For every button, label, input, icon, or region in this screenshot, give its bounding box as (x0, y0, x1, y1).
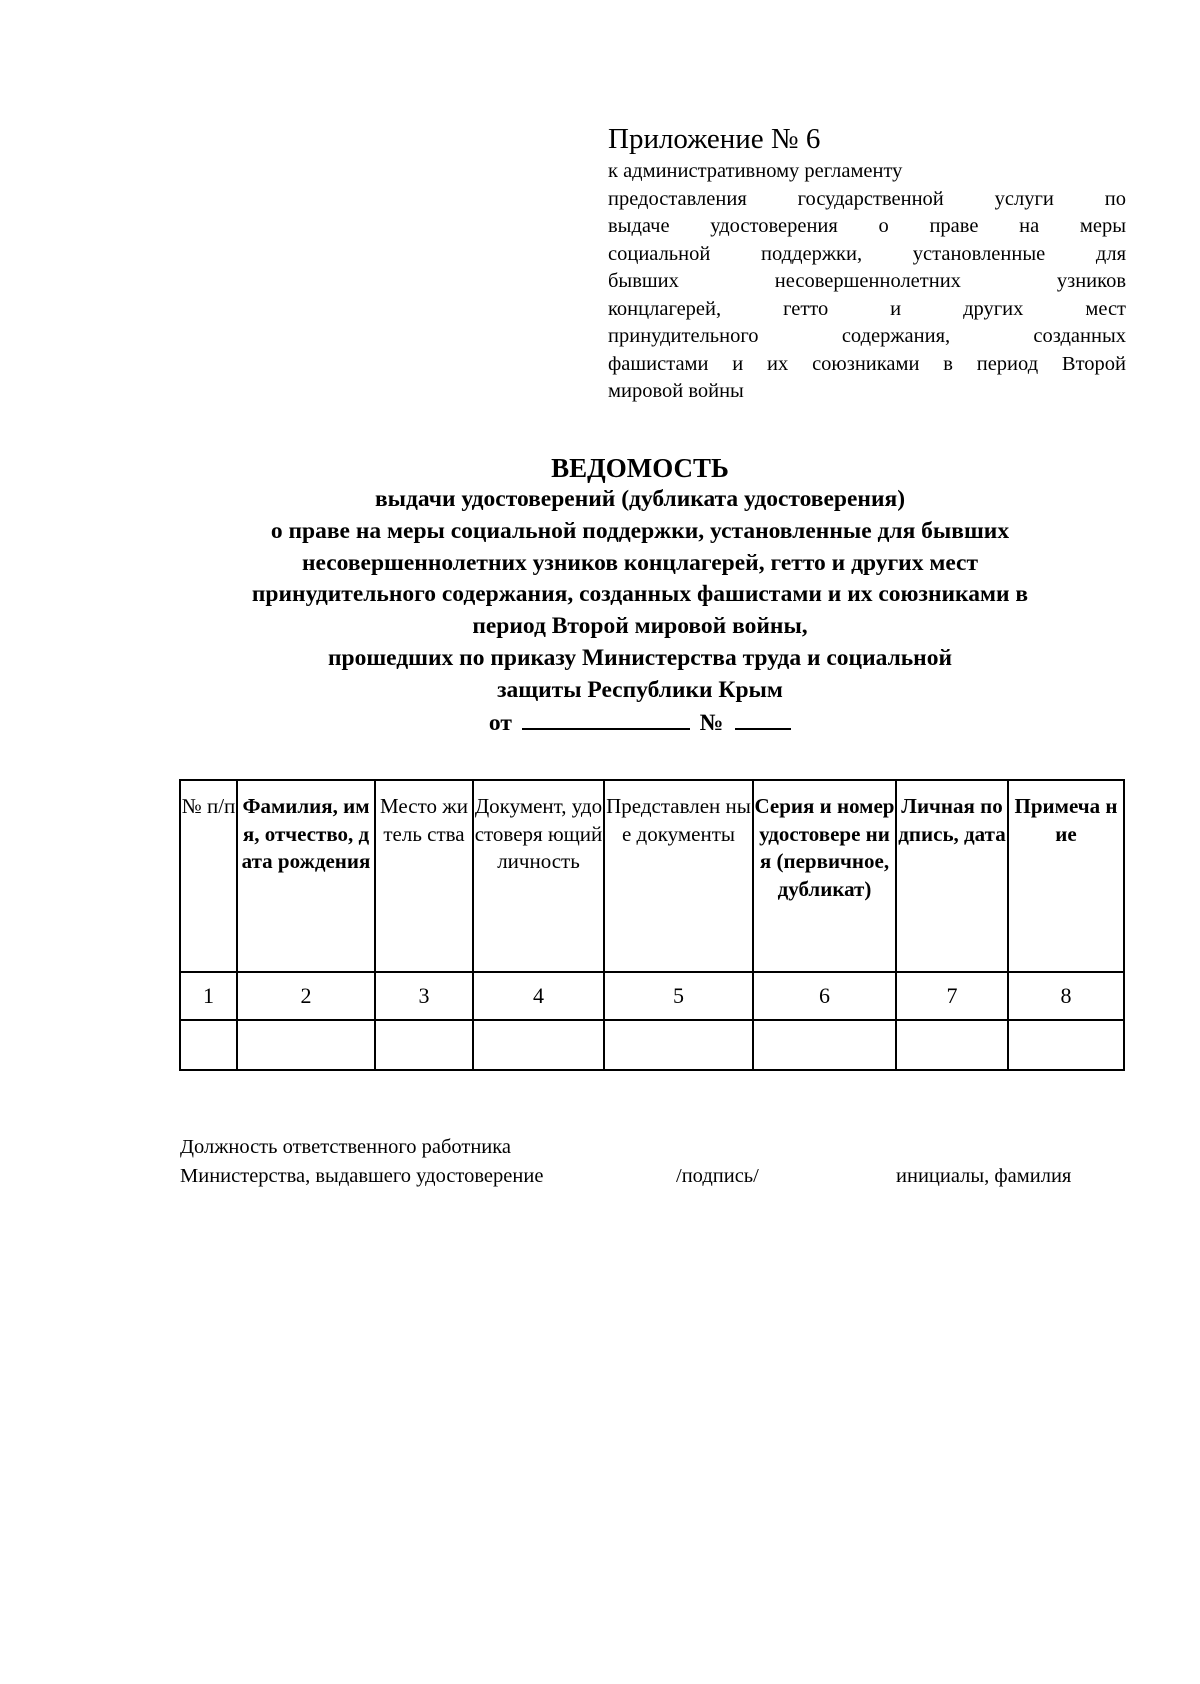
number-blank[interactable] (735, 708, 791, 730)
column-number: 1 (180, 972, 237, 1020)
date-blank[interactable] (522, 708, 690, 730)
table-header-row (180, 780, 1124, 972)
document-header (160, 452, 1120, 739)
empty-cell[interactable] (473, 1020, 604, 1070)
table-number-row (180, 972, 1124, 1020)
column-header-certificate-series: Серия и номер удостовере ния (первичное, дубликат) (753, 780, 896, 972)
date-number-line (160, 707, 1120, 739)
appendix-line: принудительного содержания, созданных (608, 325, 1126, 347)
column-header-id-document: Документ, удостоверя ющий личность (473, 780, 604, 972)
column-number: 8 (1008, 972, 1124, 1020)
appendix-line: социальной поддержки, установленные для (608, 242, 1126, 265)
column-number: 2 (237, 972, 375, 1020)
appendix-line: выдаче удостоверения о праве на меры (608, 215, 1126, 237)
empty-cell[interactable] (753, 1020, 896, 1070)
column-header-note: Примеча ние (1008, 780, 1124, 972)
header-line: защиты Республики Крым (497, 676, 783, 703)
footer-ministry-line: Министерства, выдавшего удостоверение (180, 1165, 544, 1187)
empty-cell[interactable] (1008, 1020, 1124, 1070)
date-prefix: от (488, 709, 512, 736)
initials-label: инициалы, фамилия (896, 1165, 1072, 1187)
empty-cell[interactable] (237, 1020, 375, 1070)
header-line: период Второй мировой войны, (472, 613, 808, 640)
empty-cell[interactable] (896, 1020, 1008, 1070)
column-number: 6 (753, 972, 896, 1020)
number-sign: № (699, 709, 724, 736)
footer-position-line: Должность ответственного работника (180, 1136, 512, 1158)
column-number: 7 (896, 972, 1008, 1020)
document-title: ВЕДОМОСТЬ (551, 453, 729, 483)
header-line: принудительного содержания, созданных фашистами и их союзниками в (251, 581, 1029, 608)
column-number: 4 (473, 972, 604, 1020)
column-header-full-name: Фамилия, имя, отчество, дата рождения (237, 780, 375, 972)
header-line: несовершеннолетних узников концлагерей, гетто и других мест (301, 549, 979, 576)
footer-second-line (180, 1162, 1140, 1191)
footer-block (180, 1133, 1140, 1191)
header-line: прошедших по приказу Министерства труда и социальной (327, 644, 953, 671)
appendix-line: предоставления государственной услуги по (608, 187, 1126, 210)
header-line: выдачи удостоверений (дубликата удостоверения) (374, 486, 906, 512)
appendix-line: бывших несовершеннолетних узников (608, 270, 1126, 292)
empty-cell[interactable] (604, 1020, 753, 1070)
column-number: 5 (604, 972, 753, 1020)
empty-cell[interactable] (375, 1020, 473, 1070)
appendix-line: фашистами и их союзниками в период Второй (608, 352, 1126, 375)
column-header-number: № п/п (180, 780, 237, 972)
appendix-block (608, 122, 1126, 406)
signature-label: /подпись/ (676, 1165, 759, 1187)
empty-cell[interactable] (180, 1020, 237, 1070)
column-number: 3 (375, 972, 473, 1020)
header-line: о праве на меры социальной поддержки, установленные для бывших (270, 517, 1010, 544)
column-header-signature-date: Личная подпись, дата (896, 780, 1008, 972)
appendix-line: к административному регламенту (608, 160, 903, 182)
column-header-residence: Место житель ства (375, 780, 473, 972)
ledger-table (179, 779, 1125, 1071)
column-header-submitted-documents: Представлен ные документы (604, 780, 753, 972)
appendix-line: концлагерей, гетто и других мест (608, 297, 1126, 320)
appendix-title: Приложение № 6 (608, 123, 821, 155)
table-row (180, 1020, 1124, 1070)
appendix-line: мировой войны (608, 380, 744, 402)
